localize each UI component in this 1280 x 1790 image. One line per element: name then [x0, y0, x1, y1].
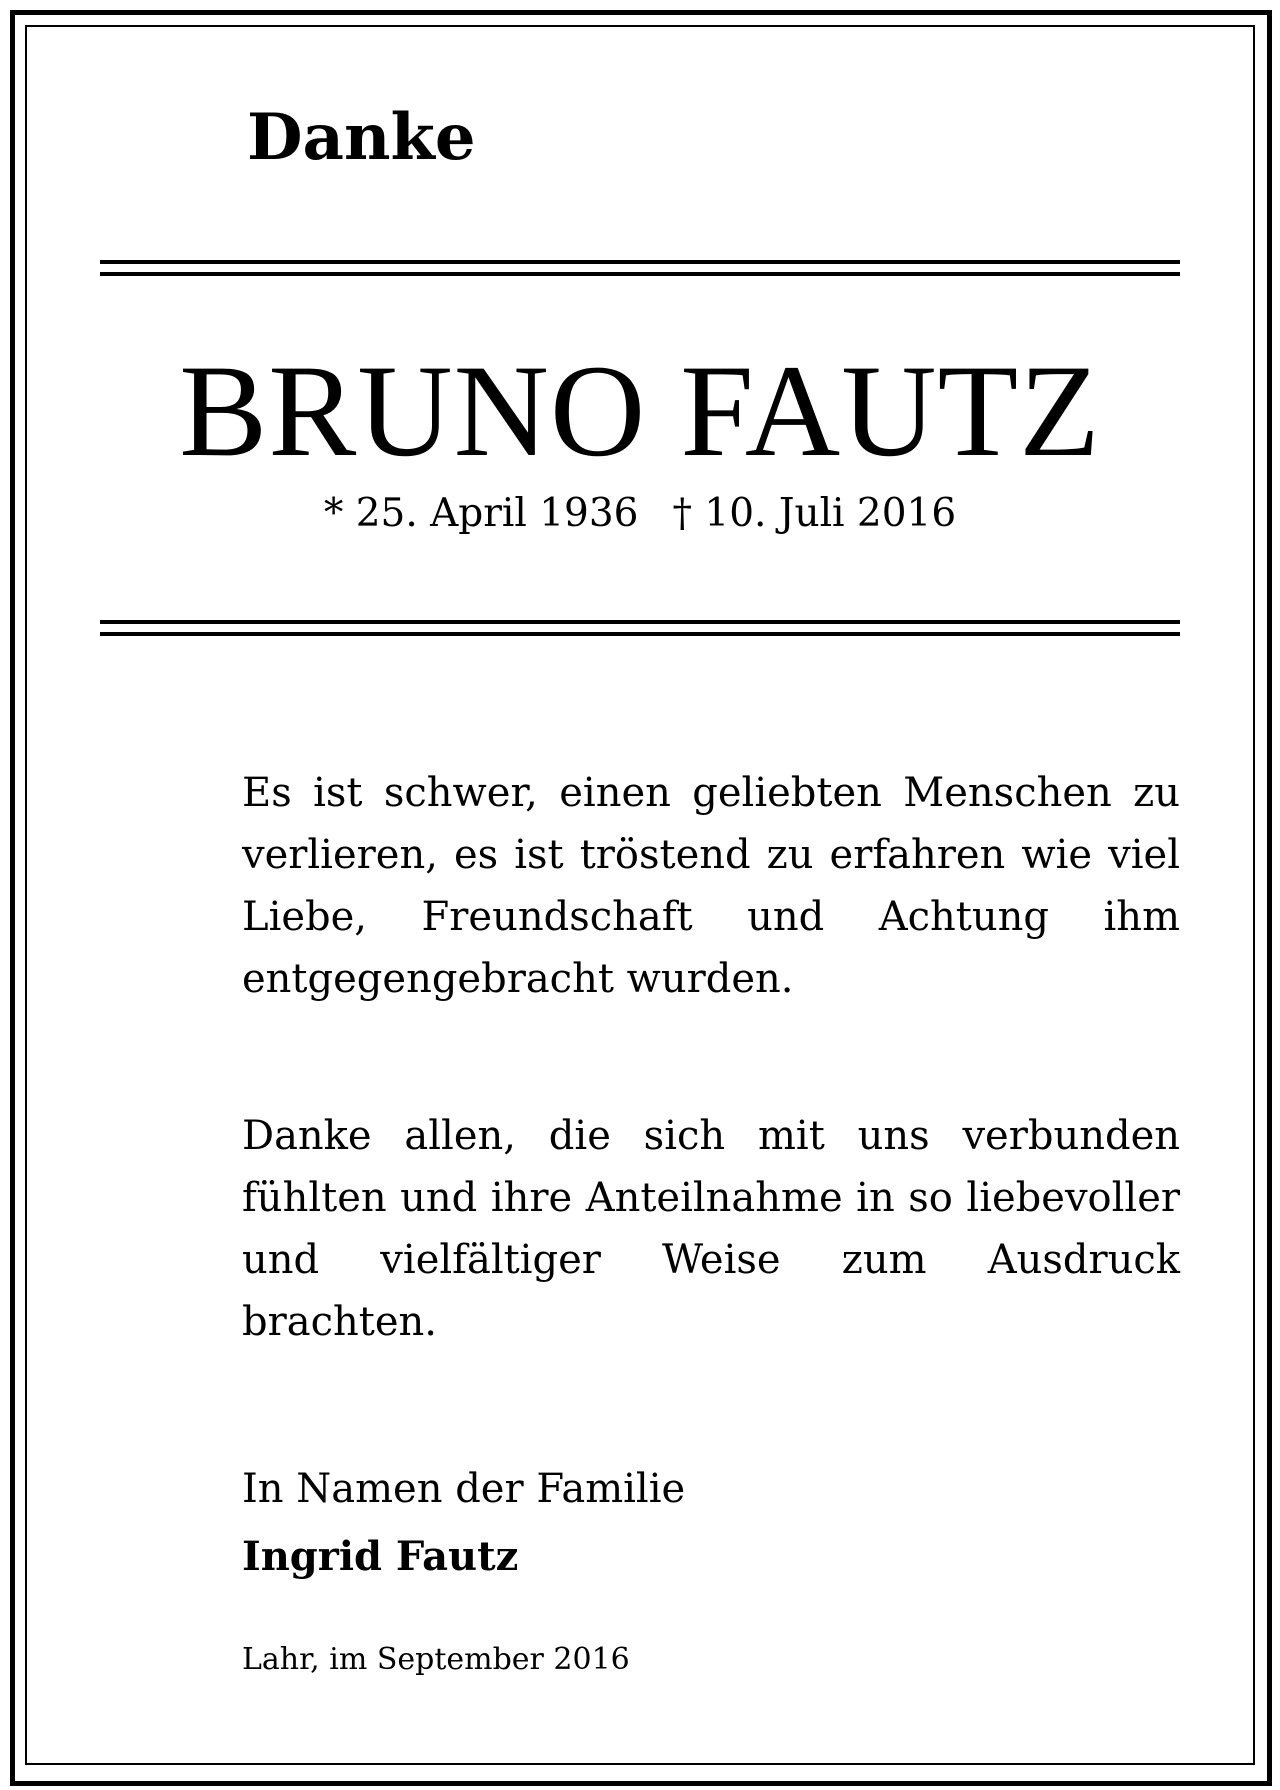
top-rule-upper — [100, 260, 1180, 264]
bottom-rule-lower — [100, 632, 1180, 636]
birth-date: * 25. April 1936 — [323, 491, 639, 536]
life-dates — [100, 491, 1180, 536]
condolence-paragraph: Es ist schwer, einen geliebten Menschen zu verlieren, es ist tröstend zu erfahren wie viel Liebe, Freundschaft und Achtung ihm entgegengebracht wurden. — [242, 770, 1180, 1002]
thanks-paragraph: Danke allen, die sich mit uns verbunden fühlten und ihre Anteilnahme in so liebevoller und vielfältiger Weise zum Ausdruck brachten. — [242, 1113, 1180, 1345]
top-rule-lower — [100, 272, 1180, 276]
bottom-rule-upper — [100, 620, 1180, 624]
deceased-name: BRUNO FAUTZ — [179, 337, 1101, 484]
death-date: † 10. Juli 2016 — [672, 491, 957, 536]
signature-name: Ingrid Fautz — [242, 1533, 519, 1580]
place-date: Lahr, im September 2016 — [242, 1642, 630, 1677]
signature-intro: In Namen der Familie — [242, 1466, 686, 1512]
notice-heading: Danke — [247, 100, 476, 175]
